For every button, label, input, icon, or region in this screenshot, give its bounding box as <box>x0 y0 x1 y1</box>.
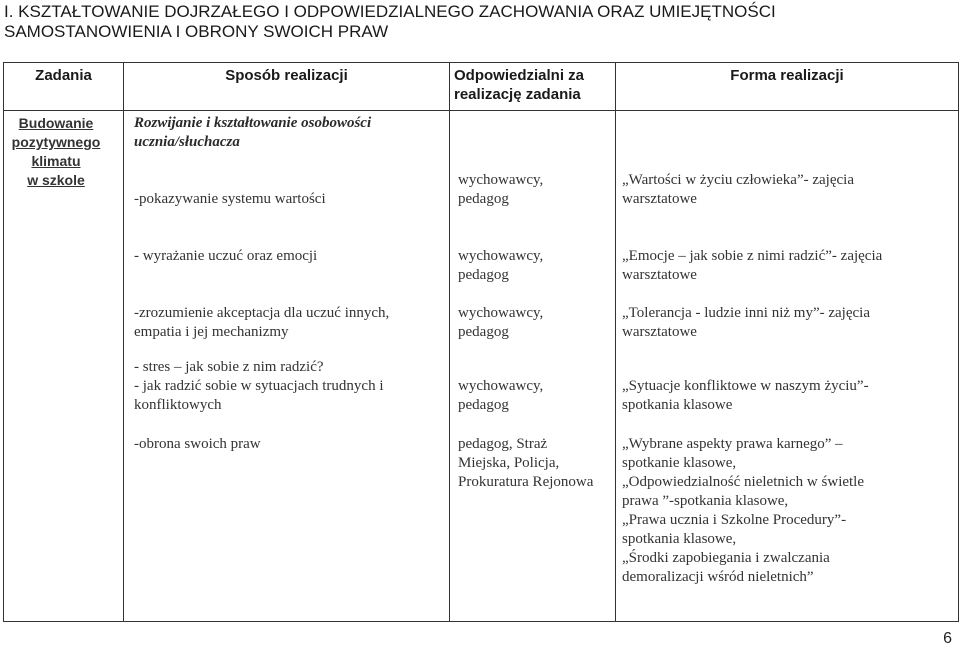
form-tolerance <box>622 304 870 342</box>
method-stress-line-3: konfliktowych <box>134 397 222 413</box>
form-law-line-2: spotkanie klasowe, <box>622 455 737 471</box>
page-number: 6 <box>943 630 952 647</box>
methods-intro-line-2: ucznia/słuchacza <box>134 134 240 150</box>
method-empathy-line-1: -zrozumienie akceptacja dla uczuć innych, <box>134 305 390 321</box>
section-heading-line-2: SAMOSTANOWIENIA I OBRONY SWOICH PRAW <box>4 22 389 41</box>
responsible-emotions-line-2: pedagog <box>458 267 509 283</box>
form-tolerance-line-2: warsztatowe <box>622 324 697 340</box>
column-header-sposob: Sposób realizacji <box>124 63 450 111</box>
form-law-line-4: prawa ”-spotkania klasowe, <box>622 493 789 509</box>
plan-table <box>3 62 959 622</box>
responsible-stress-line-1: wychowawcy, <box>458 378 544 394</box>
column-header-zadania: Zadania <box>4 63 124 111</box>
form-values <box>622 171 854 209</box>
form-conflicts-line-2: spotkania klasowe <box>622 397 733 413</box>
form-values-line-1: „Wartości w życiu człowieka”- zajęcia <box>622 172 854 188</box>
forms-cell <box>616 111 959 622</box>
responsible-cell <box>450 111 616 622</box>
responsible-values-line-2: pedagog <box>458 191 509 207</box>
responsible-empathy-line-2: pedagog <box>458 324 509 340</box>
task-name-line-3: klimatu <box>31 153 81 169</box>
responsible-empathy-line-1: wychowawcy, <box>458 305 544 321</box>
task-name-line-2: pozytywnego <box>11 134 101 150</box>
responsible-emotions <box>458 247 543 285</box>
task-name <box>6 114 106 190</box>
responsible-rights-line-3: Prokuratura Rejonowa <box>458 474 594 490</box>
method-stress-line-1: - stres – jak sobie z nim radzić? <box>134 359 324 375</box>
section-heading <box>4 2 954 42</box>
methods-cell <box>124 111 450 622</box>
method-rights: -obrona swoich praw <box>134 436 261 452</box>
responsible-empathy <box>458 304 543 342</box>
form-law-line-5: „Prawa ucznia i Szkolne Procedury”- <box>622 512 847 528</box>
task-name-line-1: Budowanie <box>18 115 94 131</box>
method-values: -pokazywanie systemu wartości <box>134 191 326 207</box>
responsible-rights <box>458 435 593 492</box>
form-tolerance-line-1: „Tolerancja - ludzie inni niż my”- zajęcia <box>622 305 870 321</box>
section-heading-line-1: I. KSZTAŁTOWANIE DOJRZAŁEGO I ODPOWIEDZIALNEGO ZACHOWANIA ORAZ UMIEJĘTNOŚCI <box>4 2 776 21</box>
table-header-row <box>4 63 959 111</box>
task-cell <box>4 111 124 622</box>
column-header-forma: Forma realizacji <box>616 63 959 111</box>
form-emotions-line-2: warsztatowe <box>622 267 697 283</box>
column-header-odpowiedzialni-line-1: Odpowiedzialni za <box>454 67 585 84</box>
form-emotions-line-1: „Emocje – jak sobie z nimi radzić”- zajęcia <box>622 248 883 264</box>
form-emotions <box>622 247 882 285</box>
responsible-values <box>458 171 543 209</box>
form-law-line-3: „Odpowiedzialność nieletnich w świetle <box>622 474 865 490</box>
column-header-odpowiedzialni-line-2: realizację zadania <box>454 86 581 103</box>
form-values-line-2: warsztatowe <box>622 191 697 207</box>
table-row <box>4 111 959 622</box>
method-empathy <box>134 304 389 342</box>
task-name-line-4: w szkole <box>27 172 85 188</box>
form-law-line-1: „Wybrane aspekty prawa karnego” – <box>622 436 843 452</box>
method-stress <box>134 358 384 415</box>
responsible-stress <box>458 377 543 415</box>
methods-intro-line-1: Rozwijanie i kształtowanie osobowości <box>134 115 372 131</box>
responsible-rights-line-2: Miejska, Policja, <box>458 455 560 471</box>
column-header-odpowiedzialni <box>450 63 616 111</box>
methods-intro <box>134 114 371 152</box>
form-law-line-7: „Środki zapobiegania i zwalczania <box>622 550 830 566</box>
form-law-line-8: demoralizacji wśród nieletnich” <box>622 569 814 585</box>
method-empathy-line-2: empatia i jej mechanizmy <box>134 324 289 340</box>
form-conflicts-line-1: „Sytuacje konfliktowe w naszym życiu”- <box>622 378 869 394</box>
responsible-emotions-line-1: wychowawcy, <box>458 248 544 264</box>
method-stress-line-2: - jak radzić sobie w sytuacjach trudnych i <box>134 378 384 394</box>
responsible-values-line-1: wychowawcy, <box>458 172 544 188</box>
form-law <box>622 435 864 587</box>
form-conflicts <box>622 377 869 415</box>
form-law-line-6: spotkania klasowe, <box>622 531 737 547</box>
responsible-rights-line-1: pedagog, Straż <box>458 436 548 452</box>
method-emotions: - wyrażanie uczuć oraz emocji <box>134 248 318 264</box>
responsible-stress-line-2: pedagog <box>458 397 509 413</box>
